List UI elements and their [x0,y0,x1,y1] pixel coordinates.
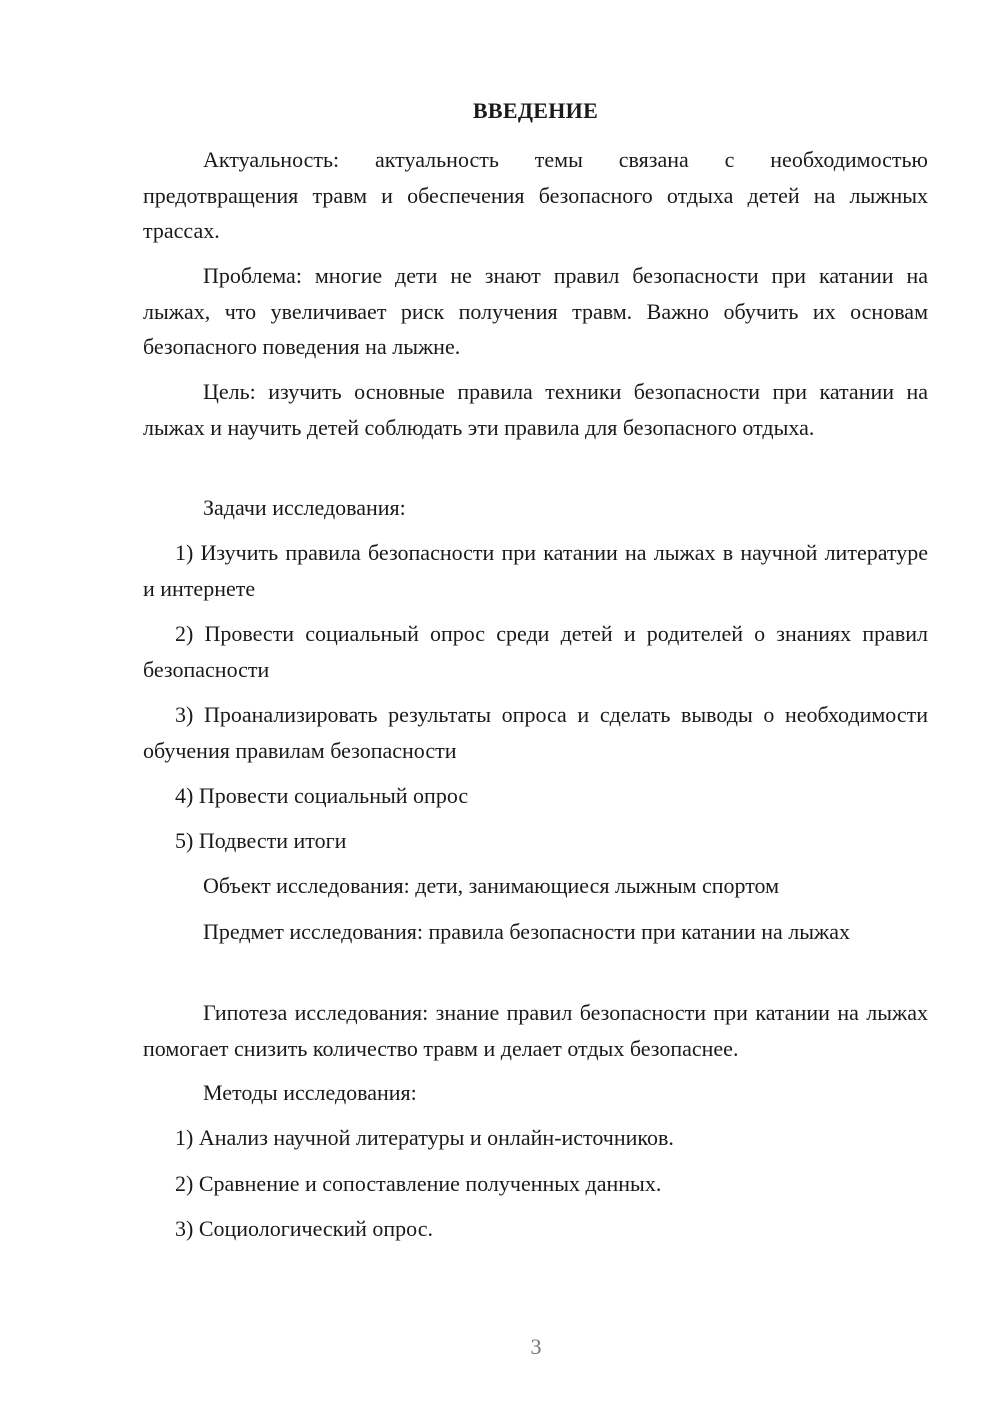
hypothesis-paragraph: Гипотеза исследования: знание правил безопасности при катании на лыжах помогает снизить количество травм и делает отдых безопаснее. [143,1000,928,1061]
method-item-3: 3) Социологический опрос. [175,1216,433,1241]
page-number: 3 [530,1334,542,1359]
task-item-1: 1) Изучить правила безопасности при катании на лыжах в научной литературе и интернете [143,540,928,601]
tasks-heading: Задачи исследования: [203,495,406,520]
task-item-3: 3) Проанализировать результаты опроса и сделать выводы о необходимости обучения правилам безопасности [143,702,928,763]
page-title: ВВЕДЕНИЕ [472,98,599,123]
relevance-paragraph: Актуальность: актуальность темы связана с необходимостью предотвращения травм и обеспечения безопасного отдыха детей на лыжных трассах. [143,147,928,243]
task-item-5: 5) Подвести итоги [175,828,347,853]
task-item-2: 2) Провести социальный опрос среди детей и родителей о знаниях правил безопасности [143,621,928,682]
subject-paragraph: Предмет исследования: правила безопасности при катании на лыжах [203,919,850,944]
methods-heading: Методы исследования: [203,1080,417,1105]
problem-paragraph: Проблема: многие дети не знают правил безопасности при катании на лыжах, что увеличивает риск получения травм. Важно обучить их основам безопасного поведения на лыжне. [143,263,928,359]
goal-paragraph: Цель: изучить основные правила техники безопасности при катании на лыжах и научить детей соблюдать эти правила для безопасного отдыха. [143,379,928,440]
object-paragraph: Объект исследования: дети, занимающиеся лыжным спортом [203,873,780,898]
method-item-1: 1) Анализ научной литературы и онлайн-источников. [175,1125,674,1150]
method-item-2: 2) Сравнение и сопоставление полученных данных. [175,1171,662,1196]
task-item-4: 4) Провести социальный опрос [175,783,469,808]
